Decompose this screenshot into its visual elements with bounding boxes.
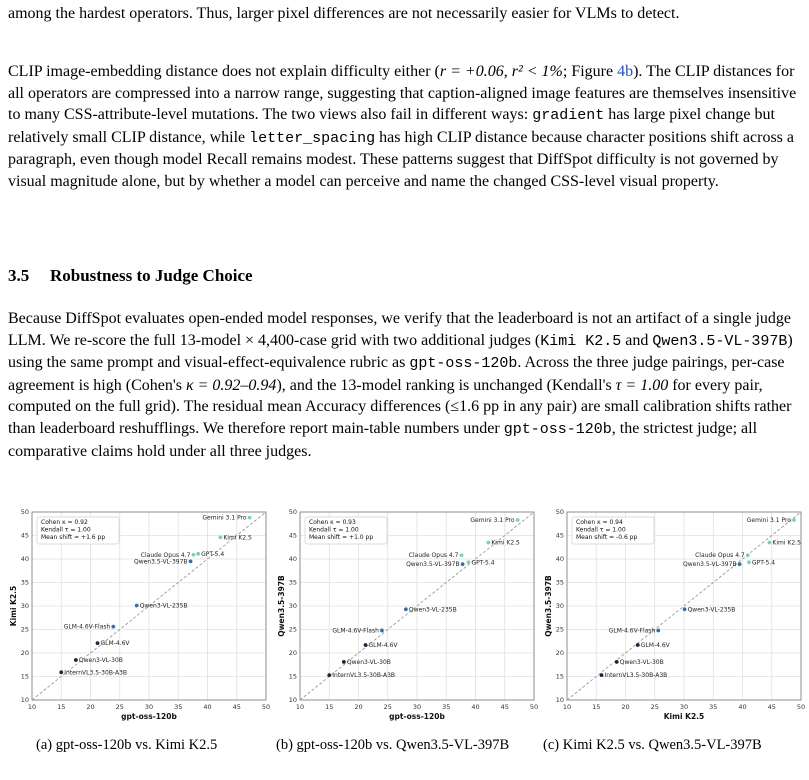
y-axis-label: Qwen3.5-397B: [277, 575, 286, 637]
data-point: [135, 604, 139, 608]
p3-text-g: in any pair) are small calibration shifts rather than leaderboard reshufflings. We therefore report main-table numbers under: [8, 398, 792, 437]
x-tick-label: 15: [592, 703, 601, 711]
x-tick-label: 40: [738, 703, 747, 711]
y-tick-label: 25: [20, 625, 29, 634]
stats-line: Mean shift = +1.6 pp: [41, 534, 106, 542]
x-tick-label: 20: [354, 703, 363, 711]
x-tick-label: 50: [529, 703, 538, 711]
x-tick-label: 10: [562, 703, 572, 711]
scatter-chart-c: [543, 508, 805, 724]
point-label: InternVL3.5-30B-A3B: [332, 672, 396, 680]
p3-tau: τ = 1.00: [615, 376, 669, 394]
section-title: Robustness to Judge Choice: [50, 266, 253, 285]
p2-code-letter-spacing: letter_spacing: [249, 129, 376, 147]
point-label: Gemini 3.1 Pro: [202, 514, 247, 522]
y-tick-label: 50: [288, 508, 297, 517]
x-tick-label: 35: [709, 703, 718, 711]
y-tick-label: 35: [288, 578, 297, 587]
p3-code-gpt-oss-1: gpt-oss-120b: [409, 355, 518, 373]
y-tick-label: 40: [288, 555, 297, 564]
paragraph-1-text: among the hardest operators. Thus, larger pixel differences are not necessarily easier for VLMs to detect.: [8, 5, 680, 22]
x-tick-label: 10: [295, 703, 305, 711]
data-point: [792, 518, 796, 522]
p2-text-b: ; Figure: [562, 63, 618, 80]
scatter-chart-b: [276, 508, 538, 724]
data-point: [189, 559, 193, 563]
point-label: InternVL3.5-30B-A3B: [64, 669, 128, 677]
x-tick-label: 30: [144, 703, 154, 711]
p3-text-a: Because DiffSpot evaluates open-ended model responses, we verify that the leaderboard is not an artifact of a single judge LLM. We re-score the full 13-model × 4,400-case grid with two additional judges (: [8, 310, 791, 349]
data-point: [111, 625, 115, 629]
y-tick-label: 50: [20, 508, 29, 517]
caption-a: (a) gpt-oss-120b vs. Kimi K2.5: [36, 737, 218, 753]
y-tick-label: 15: [288, 672, 297, 681]
stats-line: Cohen κ = 0.93: [309, 519, 356, 526]
data-point: [747, 560, 751, 564]
x-axis-label: gpt-oss-120b: [121, 712, 177, 721]
point-label: Qwen3-VL-235B: [408, 606, 457, 614]
p2-text-a: CLIP image-embedding distance does not explain difficulty either (: [8, 63, 440, 80]
y-tick-label: 45: [555, 531, 564, 540]
data-point: [404, 607, 408, 611]
point-label: Claude Opus 4.7: [140, 551, 191, 559]
data-point: [600, 673, 604, 677]
data-point: [467, 560, 471, 564]
point-label: Kimi K2.5: [772, 539, 801, 547]
data-point: [218, 535, 222, 539]
x-tick-label: 45: [232, 703, 241, 711]
stats-line: Kendall τ = 1.00: [309, 526, 359, 534]
point-label: Qwen3-VL-235B: [687, 606, 736, 614]
x-tick-label: 35: [174, 703, 183, 711]
point-label: GLM-4.6V: [100, 640, 130, 648]
stats-line: Cohen κ = 0.92: [41, 519, 88, 526]
y-tick-label: 15: [555, 672, 564, 681]
caption-c: (c) Kimi K2.5 vs. Qwen3.5-VL-397B: [543, 737, 762, 753]
y-tick-label: 45: [20, 531, 29, 540]
data-point: [738, 562, 742, 566]
point-label: Kimi K2.5: [491, 539, 520, 547]
p2-text-e: has high CLIP distance because character positions shift across a paragraph, even though model Recall remains modest. These patterns suggest that DiffSpot difficulty is not governed by visual magnitude alone, but by whether a model can perceive and name the changed CSS-level visual property.: [8, 128, 794, 190]
point-label: GLM-4.6V: [640, 642, 670, 650]
x-tick-label: 15: [57, 703, 66, 711]
data-point: [192, 553, 196, 557]
data-point: [248, 516, 252, 520]
figure-b: [276, 508, 538, 724]
data-point: [327, 673, 331, 677]
p3-code-qwen: Qwen3.5-VL-397B: [652, 332, 788, 350]
x-axis-label: Kimi K2.5: [663, 712, 705, 721]
point-label: Qwen3.5-VL-397B: [683, 561, 737, 569]
y-axis-label: Kimi K2.5: [9, 585, 18, 627]
x-tick-label: 20: [621, 703, 630, 711]
data-point: [460, 553, 464, 557]
x-tick-label: 10: [27, 703, 37, 711]
x-tick-label: 40: [203, 703, 212, 711]
y-axis-label: Qwen3.5-397B: [544, 575, 553, 637]
point-label: Claude Opus 4.7: [408, 552, 459, 560]
point-label: Qwen3-VL-30B: [346, 658, 391, 666]
point-label: Claude Opus 4.7: [695, 552, 745, 560]
y-tick-label: 30: [20, 602, 29, 611]
data-point: [196, 552, 200, 556]
data-point: [96, 641, 100, 645]
y-tick-label: 15: [20, 672, 29, 681]
stats-line: Mean shift = -0.6 pp: [576, 534, 638, 542]
point-label: Gemini 3.1 Pro: [470, 516, 515, 524]
x-tick-label: 45: [767, 703, 776, 711]
p2-code-gradient: gradient: [532, 107, 605, 125]
x-tick-label: 45: [500, 703, 509, 711]
section-number: 3.5: [8, 266, 30, 285]
y-tick-label: 10: [288, 696, 297, 705]
point-label: GPT-5.4: [471, 559, 495, 567]
data-point: [342, 660, 346, 664]
data-point: [461, 562, 465, 566]
p2-sep: ,: [503, 63, 512, 80]
data-point: [364, 643, 368, 647]
data-point: [486, 541, 490, 545]
y-tick-label: 35: [555, 578, 564, 587]
p2-stat-r2: r² < 1%: [511, 63, 563, 80]
point-label: GLM-4.6V-Flash: [608, 627, 656, 635]
paragraph-3: [8, 308, 802, 462]
y-tick-label: 30: [555, 602, 564, 611]
data-point: [636, 643, 640, 647]
p2-text-d: has large pixel change but relatively small CLIP distance, while: [8, 106, 775, 146]
section-heading: [8, 266, 253, 286]
stats-line: Kendall τ = 1.00: [41, 526, 91, 534]
p3-text-c: ) using the same prompt and visual-effect-equivalence rubric as: [8, 331, 793, 372]
y-tick-label: 40: [555, 555, 564, 564]
data-point: [746, 553, 750, 557]
p3-kappa: κ = 0.92–0.94: [185, 376, 277, 394]
point-label: GLM-4.6V: [368, 642, 398, 650]
figure-ref-link[interactable]: 4b: [617, 63, 634, 80]
x-tick-label: 25: [383, 703, 392, 711]
point-label: Kimi K2.5: [223, 534, 252, 542]
point-label: Qwen3-VL-30B: [78, 657, 123, 665]
p3-code-gpt-oss-2: gpt-oss-120b: [503, 420, 612, 438]
y-tick-label: 20: [20, 649, 29, 658]
x-tick-label: 25: [115, 703, 124, 711]
y-tick-label: 20: [288, 649, 297, 658]
stats-line: Cohen κ = 0.94: [576, 519, 623, 526]
y-tick-label: 25: [288, 625, 297, 634]
y-tick-label: 30: [288, 602, 297, 611]
data-point: [380, 629, 384, 633]
data-point: [615, 660, 619, 664]
data-point: [74, 658, 78, 662]
point-label: GLM-4.6V-Flash: [332, 627, 379, 635]
y-tick-label: 35: [20, 578, 29, 587]
x-tick-label: 25: [650, 703, 659, 711]
paragraph-2: [8, 61, 802, 193]
y-tick-label: 10: [20, 696, 29, 705]
x-tick-label: 30: [412, 703, 422, 711]
point-label: GLM-4.6V-Flash: [63, 623, 111, 631]
x-axis-label: gpt-oss-120b: [389, 712, 445, 721]
x-tick-label: 30: [679, 703, 689, 711]
p3-text-h: , the strictest judge; all comparative claims hold under all three judges.: [8, 419, 758, 460]
figure-c: [543, 508, 805, 724]
point-label: GPT-5.4: [751, 559, 776, 567]
y-tick-label: 10: [555, 696, 564, 705]
point-label: Qwen3.5-VL-397B: [133, 558, 188, 566]
stats-line: Mean shift = +1.0 pp: [309, 534, 374, 542]
x-tick-label: 40: [471, 703, 480, 711]
p3-code-kimi: Kimi K2.5: [540, 332, 622, 350]
x-tick-label: 20: [86, 703, 95, 711]
figure-a: [8, 508, 270, 724]
point-label: Gemini 3.1 Pro: [746, 516, 791, 524]
y-tick-label: 20: [555, 649, 564, 658]
x-tick-label: 50: [261, 703, 270, 711]
paragraph-1: [8, 3, 802, 25]
point-label: GPT-5.4: [201, 550, 225, 558]
stats-line: Kendall τ = 1.00: [576, 526, 626, 534]
data-point: [656, 629, 660, 633]
x-tick-label: 35: [442, 703, 451, 711]
point-label: Qwen3-VL-235B: [139, 602, 188, 610]
y-tick-label: 40: [20, 555, 29, 564]
p3-text-b: and: [621, 331, 653, 349]
data-point: [768, 541, 772, 545]
point-label: Qwen3-VL-30B: [619, 658, 664, 666]
p3-text-d: . Across the three judge pairings, per-case agreement is high (Cohen's: [8, 354, 785, 394]
y-tick-label: 45: [288, 531, 297, 540]
p2-stat-r: r = +0.06: [439, 63, 504, 80]
data-point: [683, 607, 687, 611]
data-point: [59, 670, 63, 674]
y-tick-label: 50: [555, 508, 564, 517]
point-label: InternVL3.5-30B-A3B: [604, 672, 668, 680]
data-point: [516, 518, 520, 522]
p3-pp: ≤1.6 pp: [450, 398, 500, 416]
p3-text-f: for every pair, computed on the full grid). The residual mean Accuracy differences (: [8, 376, 763, 416]
x-tick-label: 50: [796, 703, 805, 711]
scatter-chart-a: [8, 508, 270, 724]
p3-text-e: ), and the 13-model ranking is unchanged (Kendall's: [276, 376, 616, 394]
p2-text-c: ). The CLIP distances for all operators are compressed into a narrow range, suggesting that caption-aligned image features are themselves insensitive to many CSS-attribute-level mutations. The two views also fail in different ways:: [8, 63, 797, 124]
point-label: Qwen3.5-VL-397B: [406, 561, 460, 569]
caption-b: (b) gpt-oss-120b vs. Qwen3.5-VL-397B: [276, 737, 510, 753]
y-tick-label: 25: [555, 625, 564, 634]
x-tick-label: 15: [325, 703, 334, 711]
